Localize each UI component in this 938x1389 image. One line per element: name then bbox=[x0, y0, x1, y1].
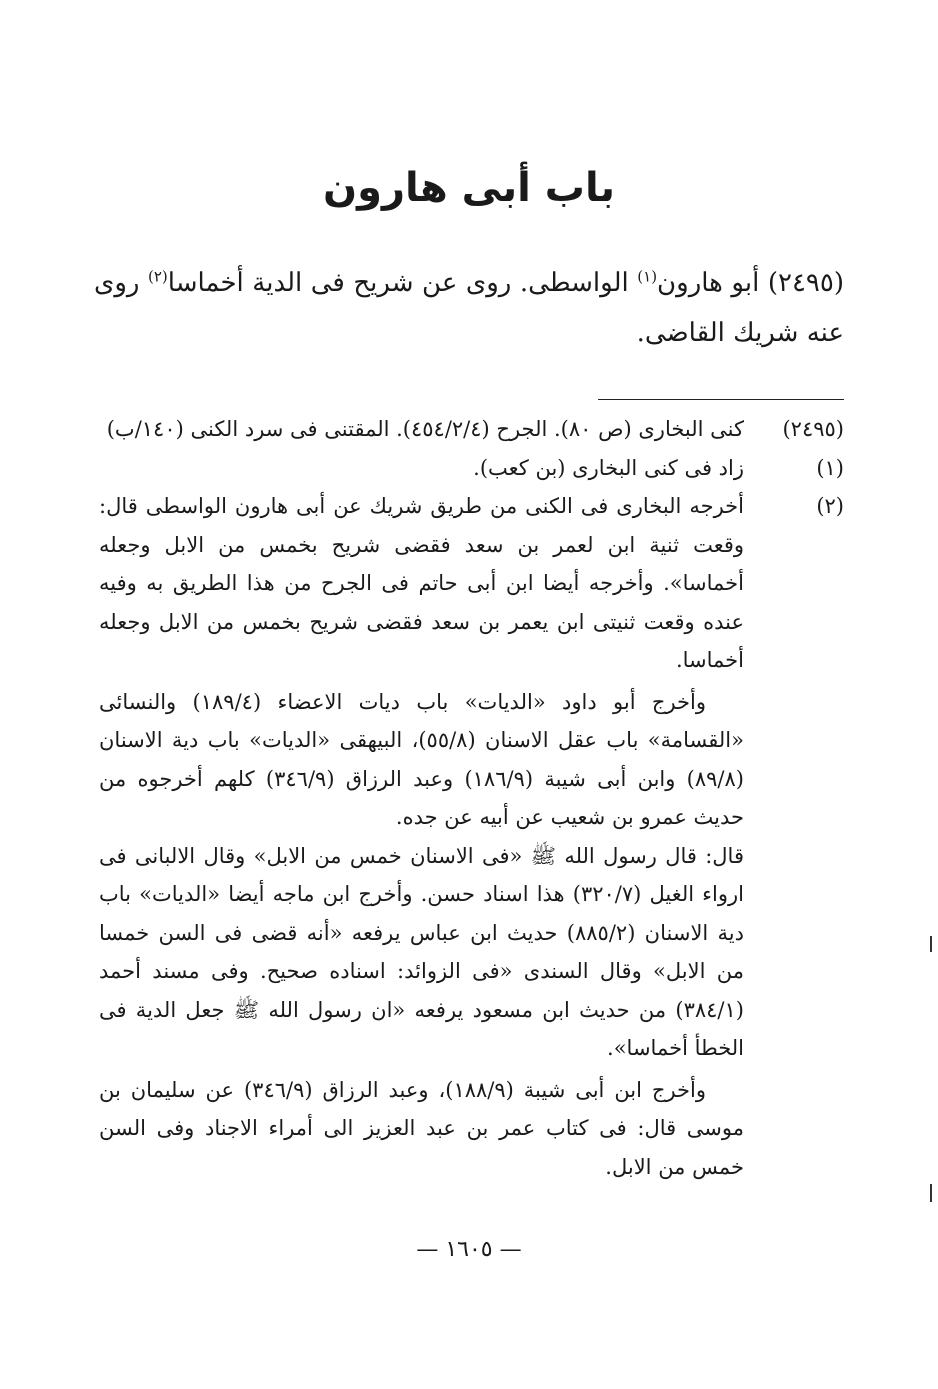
footnote-ref-2[interactable]: (٢) bbox=[148, 267, 168, 286]
scan-mark bbox=[930, 936, 932, 952]
biography-entry bbox=[94, 258, 844, 358]
footnote-number: (٢) bbox=[816, 494, 844, 518]
entry-text-end: روى عنه شريك القاضى. bbox=[94, 268, 844, 348]
footnote-text: كنى البخارى (ص ٨٠). الجرح (٤٥٤/٢/٤). المقتنى فى سرد الكنى (١٤٠/ب) bbox=[106, 417, 744, 441]
footnote-body bbox=[99, 487, 744, 1186]
entry-name: أبو هارون bbox=[657, 268, 760, 298]
footnote-paragraph: وأخرج ابن أبى شيبة (١٨٨/٩)، وعبد الرزاق (٣٤٦/٩) عن سليمان بن موسى قال: فى كتاب عمر بن عبد العزيز الى أمراء الاجناد وفى السن خمس من الابل. bbox=[99, 1077, 744, 1179]
footnote-entry-source bbox=[99, 410, 844, 449]
entry-number: (٢٤٩٥) bbox=[767, 268, 845, 298]
footnote-2 bbox=[99, 487, 844, 1186]
footnote-paragraph: أخرجه البخارى فى الكنى من طريق شريك عن أبى هارون الواسطى قال: وقعت ثنية ابن لعمر بن سعد فقضى شريح بخمس من الابل وجعله أخماسا». وأخرجه أيضا ابن أبى حاتم فى الجرح من هذا الطريق به وفيه عنده وقعت ثنيتى ابن يعمر بن سعد فقضى شريح بخمس من الابل وجعله أخماسا. bbox=[99, 494, 744, 672]
footnote-1 bbox=[99, 449, 844, 488]
footnote-divider bbox=[598, 399, 844, 400]
footnote-number: (١) bbox=[816, 455, 844, 480]
entry-text: الواسطى. روى عن شريح فى الدية أخماسا bbox=[167, 268, 629, 298]
scan-mark bbox=[930, 1184, 932, 1202]
footnote-ref-1[interactable]: (١) bbox=[637, 267, 658, 286]
page-number: — ١٦٠٥ — bbox=[416, 1237, 522, 1262]
footnote-text: زاد فى كنى البخارى (بن كعب). bbox=[473, 455, 744, 480]
footnote-paragraph: وأخرج أبو داود «الديات» باب ديات الاعضاء (١٨٩/٤) والنسائى «القسامة» باب عقل الاسنان (٥٥/٨)، البيهقى «الديات» باب دية الاسنان (٨٩/٨) وابن أبى شيبة (١٨٦/٩) وعبد الرزاق (٣٤٦/٩) كلهم أخرجوه من حديث عمرو بن شعيب عن أبيه عن جده. bbox=[99, 689, 744, 829]
footnotes bbox=[99, 410, 844, 1186]
chapter-title: باب أبى هارون bbox=[322, 165, 616, 211]
footnote-paragraph: قال: قال رسول الله ﷺ «فى الاسنان خمس من الابل» وقال الالبانى فى ارواء الغيل (٣٢٠/٧) هذا اسناد حسن. وأخرج ابن ماجه أيضا «الديات» باب دية الاسنان (٨٨٥/٢) حديث ابن عباس يرفعه «أنه قضى فى السن خمسا من الابل» وقال السندى «فى الزوائد: اسناده صحيح. وفى مسند أحمد (٣٨٤/١) من حديث ابن مسعود يرفعه «ان رسول الله ﷺ جعل الدية فى الخطأ أخماسا». bbox=[99, 843, 745, 1060]
footnote-number: (٢٤٩٥) bbox=[782, 417, 844, 441]
